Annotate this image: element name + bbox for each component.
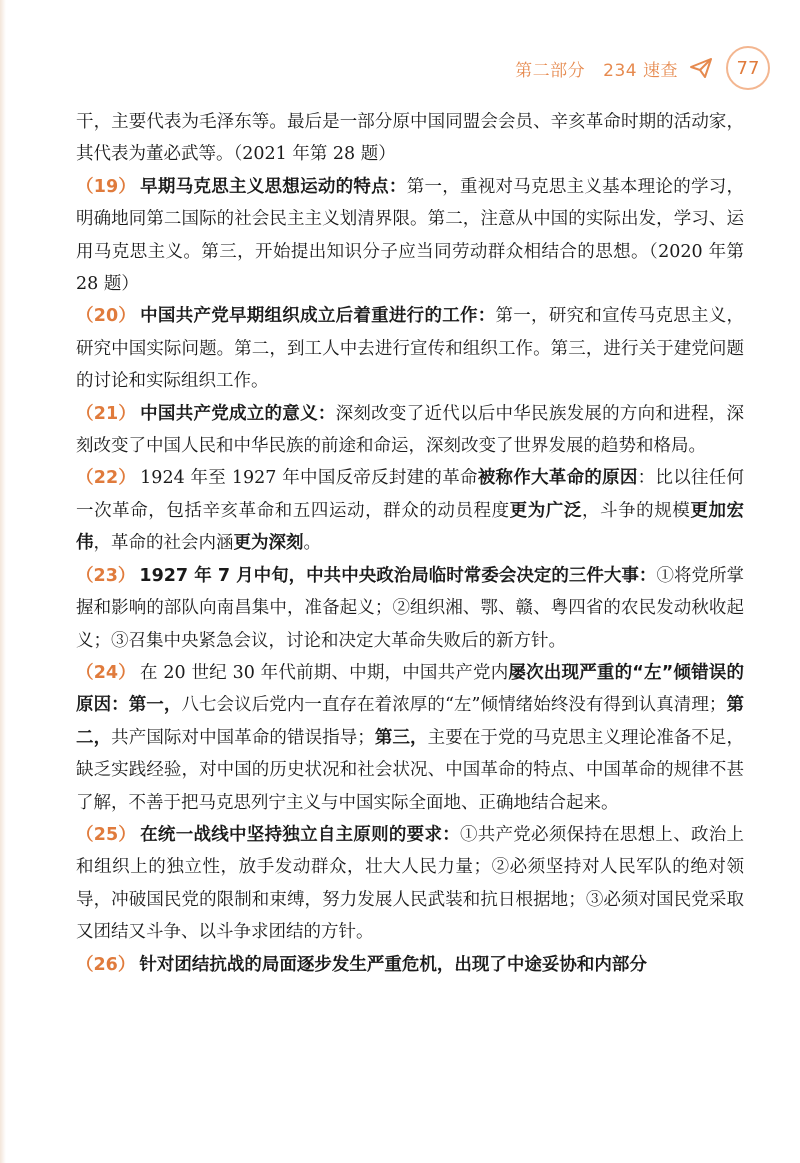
bold-term: 更加宏伟 bbox=[76, 500, 745, 554]
paragraph-p23 bbox=[76, 560, 744, 657]
body-text: 干，主要代表为毛泽东等。最后是一部分原中国同盟会会员、辛亥革命时期的活动家，其代表为董必武等。（2021 年第 28 题） bbox=[76, 112, 744, 165]
bold-term: 第二， bbox=[76, 695, 745, 748]
page-edge-shadow bbox=[0, 0, 6, 1163]
body-text: ：比以往任何一次革命，包括辛亥革命和五四运动，群众的动员程度 bbox=[76, 468, 745, 521]
body-text: ，革命的社会内涵 bbox=[93, 533, 234, 554]
page-body bbox=[76, 106, 744, 981]
bold-term: 针对团结抗战的局面逐步发生严重危机，出现了中途妥协和内部分 bbox=[139, 954, 647, 975]
body-text: 第一，重视对马克思主义基本理论的学习，明确地同第二国际的社会民主主义划清界限。第二，注意从中国的实际出发，学习、运用马克思主义。第三，开始提出知识分子应当同劳动群众相结合的思想。（2020 年第 28 题） bbox=[76, 176, 745, 295]
item-number: （20） bbox=[76, 306, 137, 327]
paragraph-p20 bbox=[76, 300, 744, 397]
bold-term: 更为广泛 bbox=[509, 500, 582, 521]
paragraph-p22 bbox=[76, 462, 744, 559]
bold-term: 中国共产党成立的意义： bbox=[140, 403, 336, 424]
bold-term: 被称作大革命的原因 bbox=[477, 468, 638, 489]
paper-plane-icon bbox=[688, 55, 714, 81]
body-text: ①将党所掌握和影响的部队向南昌集中，准备起义；②组织湘、鄂、赣、粤四省的农民发动秋收起义；③召集中央紧急会议，讨论和决定大革命失败后的新方针。 bbox=[76, 565, 745, 651]
header-subtitle: 234 速查 bbox=[603, 60, 678, 81]
body-text: 在 20 世纪 30 年代前期、中期，中国共产党内 bbox=[139, 662, 509, 683]
bold-term: 屡次出现严重的“左”倾错误的原因：第一， bbox=[76, 662, 744, 716]
bold-term: 第三， bbox=[374, 727, 428, 748]
bold-term: 中国共产党早期组织成立后着重进行的工作： bbox=[140, 306, 496, 327]
body-text: 第一，研究和宣传马克思主义，研究中国实际问题。第二，到工人中去进行宣传和组织工作。第三，进行关于建党问题的讨论和实际组织工作。 bbox=[76, 306, 744, 392]
paragraph-p19 bbox=[76, 171, 744, 301]
bold-term: 在统一战线中坚持独立自主原则的要求： bbox=[140, 824, 460, 845]
body-text: ，斗争的规模 bbox=[581, 500, 691, 521]
paragraph-p26 bbox=[76, 949, 744, 981]
body-text: 1924 年至 1927 年中国反帝反封建的革命 bbox=[140, 468, 478, 489]
body-text: 主要在于党的马克思主义理论准备不足，缺乏实践经验，对中国的历史状况和社会状况、中国革命的特点、中国革命的规律不甚了解，不善于把马克思列宁主义与中国实际全面地、正确地结合起来。 bbox=[76, 727, 745, 813]
body-text: 。 bbox=[303, 533, 321, 554]
paragraph-p24 bbox=[76, 657, 744, 819]
body-text: 共产国际对中国革命的错误指导； bbox=[111, 727, 375, 748]
body-text: ①共产党必须保持在思想上、政治上和组织上的独立性，放手发动群众，壮大人民力量；②必须坚持对人民军队的绝对领导，冲破国民党的限制和束缚，努力发展人民武装和抗日根据地；③必须对国民党采取又团结又斗争、以斗争求团结的方针。 bbox=[76, 824, 745, 943]
header-section-title: 第二部分 bbox=[515, 60, 586, 81]
paragraph-p25 bbox=[76, 819, 744, 949]
page-number: 77 bbox=[726, 46, 770, 90]
bold-term: 更为深刻 bbox=[233, 533, 304, 554]
paragraph-p0 bbox=[76, 106, 744, 171]
body-text: 深刻改变了近代以后中华民族发展的方向和进程，深刻改变了中国人民和中华民族的前途和命运，深刻改变了世界发展的趋势和格局。 bbox=[76, 403, 744, 457]
item-number: （23） bbox=[76, 565, 136, 586]
item-number: （25） bbox=[76, 824, 137, 845]
item-number: （24） bbox=[76, 662, 136, 683]
bold-term: 早期马克思主义思想运动的特点： bbox=[140, 176, 407, 197]
item-number: （19） bbox=[76, 176, 137, 197]
paragraph-p21 bbox=[76, 398, 744, 463]
page-header bbox=[515, 44, 770, 92]
item-number: （26） bbox=[76, 954, 136, 975]
bold-term: 1927 年 7 月中旬，中共中央政治局临时常委会决定的三件大事： bbox=[139, 565, 657, 586]
item-number: （21） bbox=[76, 403, 137, 424]
body-text: 八七会议后党内一直存在着浓厚的“左”倾情绪始终没有得到认真清理； bbox=[181, 695, 727, 716]
item-number: （22） bbox=[76, 468, 137, 489]
